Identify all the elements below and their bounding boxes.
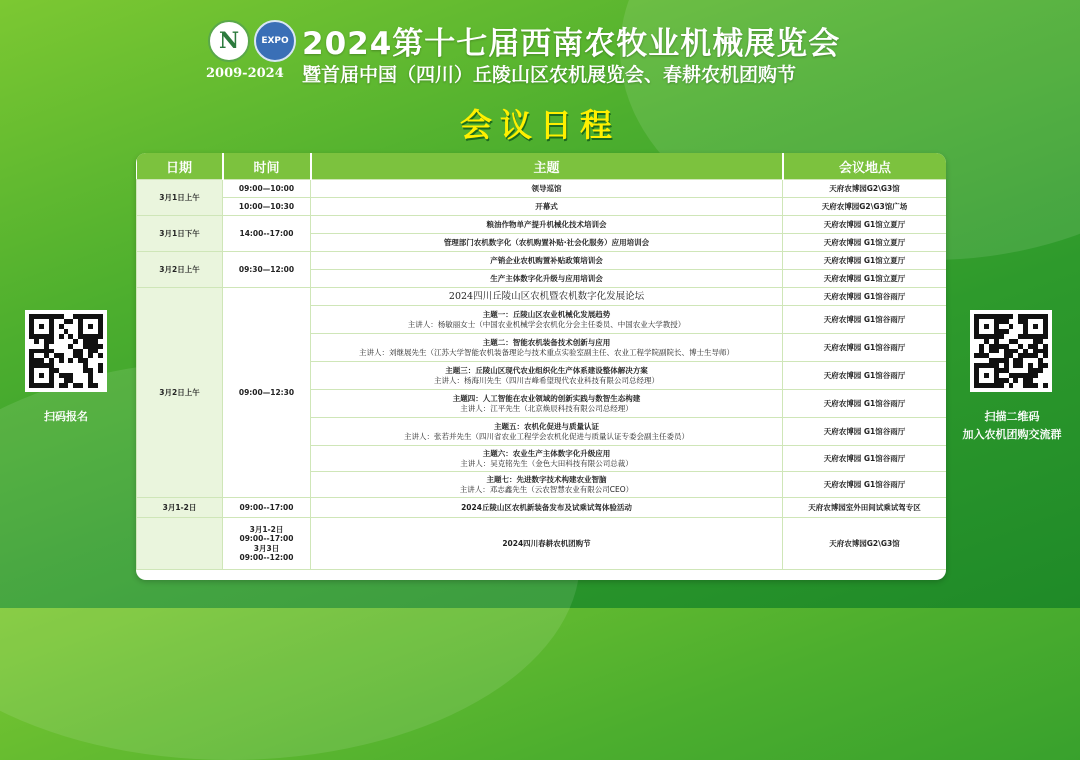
lecture-topic: 主题二：智能农机装备技术创新与应用 <box>482 338 611 348</box>
group-chat-qr-label-1: 扫描二维码 <box>984 410 1040 423</box>
time-cell: 09:00--17:00 <box>223 498 311 518</box>
table-header-row <box>137 153 947 180</box>
time-cell: 10:00—10:30 <box>223 198 311 216</box>
date-cell: 3月2日上午 <box>137 288 223 498</box>
time-cell-multi <box>223 518 311 570</box>
table-row <box>137 498 947 518</box>
topic-cell: 粮油作物单产提升机械化技术培训会 <box>311 216 783 234</box>
header-venue: 会议地点 <box>783 153 947 180</box>
venue-cell: 天府农博园 G1馆谷雨厅 <box>783 390 947 418</box>
time-cell: 09:00—12:30 <box>223 288 311 498</box>
header-date: 日期 <box>137 153 223 180</box>
qr-module <box>98 383 103 388</box>
registration-qr-label: 扫码报名 <box>44 410 88 423</box>
lecture-speaker: 主讲人：吴克铭先生（金色大田科技有限公司总裁） <box>460 458 633 468</box>
venue-cell: 天府农博园 G1馆谷雨厅 <box>783 334 947 362</box>
time-line: 3月1-2日 <box>249 524 284 534</box>
lecture-topic: 主题四：人工智能在农业领域的创新实践与数智生态构建 <box>452 394 641 404</box>
table-row <box>137 252 947 270</box>
venue-cell: 天府农博园 G1馆谷雨厅 <box>783 306 947 334</box>
venue-cell: 天府农博园 G1馆立夏厅 <box>783 270 947 288</box>
header-topic: 主题 <box>311 153 783 180</box>
group-chat-qr-code[interactable] <box>970 310 1052 392</box>
lecture-speaker: 主讲人：邓志鑫先生（云农智慧农业有限公司CEO） <box>459 484 634 494</box>
venue-cell: 天府农博园G2\G3馆 <box>783 180 947 198</box>
table-row <box>137 180 947 198</box>
topic-cell: 管理部门农机数字化（农机购置补贴·社会化服务）应用培训会 <box>311 234 783 252</box>
topic-cell: 2024丘陵山区农机新装备发布及试乘试驾体验活动 <box>311 498 783 518</box>
topic-cell: 2024四川春耕农机团购节 <box>311 518 783 570</box>
sub-title: 暨首届中国（四川）丘陵山区农机展览会、春耕农机团购节 <box>302 64 797 86</box>
years-label: 2009-2024 <box>206 66 284 81</box>
venue-cell: 天府农博园 G1馆谷雨厅 <box>783 288 947 306</box>
venue-cell: 天府农博园室外田间试乘试驾专区 <box>783 498 947 518</box>
venue-cell: 天府农博园G2\G3馆 <box>783 518 947 570</box>
header <box>0 0 1080 150</box>
header-time: 时间 <box>223 153 311 180</box>
date-cell: 3月1日上午 <box>137 180 223 216</box>
lecture-cell <box>311 362 783 390</box>
date-cell: 3月1日下午 <box>137 216 223 252</box>
group-chat-qr-label-2: 加入农机团购交流群 <box>962 428 1062 441</box>
lecture-topic: 主题一：丘陵山区农业机械化发展趋势 <box>482 310 611 320</box>
lecture-cell <box>311 472 783 498</box>
lecture-topic: 主题六：农业生产主体数字化升级应用 <box>482 449 611 459</box>
agenda-title: 会议日程 <box>459 106 620 144</box>
expo-logo <box>254 20 296 62</box>
lecture-cell <box>311 418 783 446</box>
lecture-topic: 主题三：丘陵山区现代农业组织化生产体系建设整体解决方案 <box>445 366 648 376</box>
date-cell <box>137 518 223 570</box>
time-line: 09:00--12:00 <box>239 552 294 562</box>
lecture-speaker: 主讲人：刘继展先生（江苏大学智能农机装备理论与技术重点实验室副主任、农业工程学院副院长、博士生导师） <box>359 347 734 357</box>
topic-cell: 领导巡馆 <box>311 180 783 198</box>
venue-cell: 天府农博园G2\G3馆广场 <box>783 198 947 216</box>
lecture-speaker: 主讲人：江平先生（北京焕辰科技有限公司总经理） <box>460 403 633 413</box>
lecture-cell <box>311 390 783 418</box>
table-row <box>137 518 947 570</box>
lecture-cell <box>311 306 783 334</box>
lecture-topic: 主题七：先进数字技术构建农业智脑 <box>486 475 607 485</box>
qr-pattern <box>29 314 103 388</box>
topic-cell: 开幕式 <box>311 198 783 216</box>
lecture-speaker: 主讲人：杨海川先生（四川吉峰希望现代农业科技有限公司总经理） <box>434 375 659 385</box>
topic-cell: 生产主体数字化升级与应用培训会 <box>311 270 783 288</box>
venue-cell: 天府农博园 G1馆立夏厅 <box>783 216 947 234</box>
date-cell: 3月2日上午 <box>137 252 223 288</box>
time-cell: 09:30—12:00 <box>223 252 311 288</box>
time-line: 3月3日 <box>253 543 280 553</box>
agenda-table <box>136 153 946 570</box>
venue-cell: 天府农博园 G1馆谷雨厅 <box>783 446 947 472</box>
logo-letter: N <box>218 28 240 54</box>
qr-module <box>1043 383 1048 388</box>
table-row <box>137 216 947 234</box>
venue-cell: 天府农博园 G1馆立夏厅 <box>783 252 947 270</box>
logo-text: EXPO <box>261 36 289 46</box>
date-cell: 3月1-2日 <box>137 498 223 518</box>
main-title: 2024第十七届西南农牧业机械展览会 <box>302 26 841 62</box>
time-cell: 09:00—10:00 <box>223 180 311 198</box>
forum-title-cell: 2024四川丘陵山区农机暨农机数字化发展论坛 <box>311 288 783 306</box>
table-row <box>137 198 947 216</box>
venue-cell: 天府农博园 G1馆谷雨厅 <box>783 362 947 390</box>
topic-cell: 产销企业农机购置补贴政策培训会 <box>311 252 783 270</box>
venue-cell: 天府农博园 G1馆立夏厅 <box>783 234 947 252</box>
venue-cell: 天府农博园 G1馆谷雨厅 <box>783 418 947 446</box>
registration-qr-code[interactable] <box>25 310 107 392</box>
lecture-cell <box>311 446 783 472</box>
lecture-speaker: 主讲人：张若并先生（四川省农业工程学会农机化促进与质量认证专委会副主任委员） <box>404 431 689 441</box>
exhibition-logo <box>208 20 250 62</box>
qr-pattern <box>974 314 1048 388</box>
lecture-speaker: 主讲人：杨敏丽女士（中国农业机械学会农机化分会主任委员、中国农业大学教授） <box>407 319 686 329</box>
lecture-cell <box>311 334 783 362</box>
agenda-table-panel <box>136 153 946 580</box>
table-row <box>137 288 947 306</box>
time-line: 09:00--17:00 <box>239 534 294 544</box>
lecture-topic: 主题五：农机化促进与质量认证 <box>494 422 599 432</box>
time-cell: 14:00--17:00 <box>223 216 311 252</box>
venue-cell: 天府农博园 G1馆谷雨厅 <box>783 472 947 498</box>
